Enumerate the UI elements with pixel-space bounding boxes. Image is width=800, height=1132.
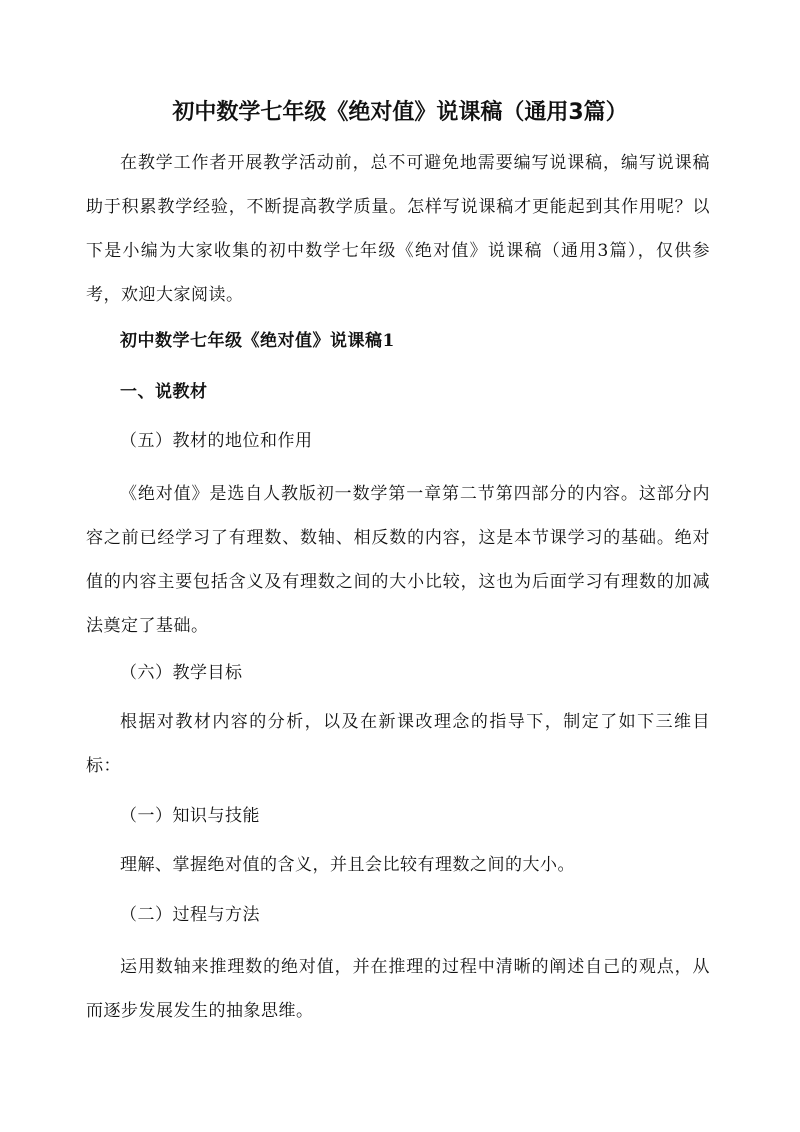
goal-two-heading: （二）过程与方法 <box>120 905 260 925</box>
goal-two-paragraph: 运用数轴来推理数的绝对值，并在推理的过程中清晰的阐述自己的观点，从而逐步发展发生的抽象思维。 <box>86 957 710 1021</box>
intro-paragraph: 在教学工作者开展教学活动前，总不可避免地需要编写说课稿，编写说课稿助于积累教学经验，不断提高教学质量。怎样写说课稿才更能起到其作用呢？以下是小编为大家收集的初中数学七年级《绝对值》说课稿（通用3篇），仅供参考，欢迎大家阅读。 <box>86 153 710 305</box>
item-five-paragraph: 《绝对值》是选自人教版初一数学第一章第二节第四部分的内容。这部分内容之前已经学习了有理数、数轴、相反数的内容，这是本节课学习的基础。绝对值的内容主要包括含义及有理数之间的大小比较，这也为后面学习有理数的加减法奠定了基础。 <box>86 484 710 636</box>
item-six-heading: （六）教学目标 <box>120 663 243 683</box>
section-title: 初中数学七年级《绝对值》说课稿1 <box>120 331 395 351</box>
item-five-heading: （五）教材的地位和作用 <box>120 431 313 451</box>
item-six-paragraph: 根据对教材内容的分析，以及在新课改理念的指导下，制定了如下三维目标： <box>86 712 710 776</box>
goal-one-paragraph: 理解、掌握绝对值的含义，并且会比较有理数之间的大小。 <box>120 855 575 875</box>
document-title: 初中数学七年级《绝对值》说课稿（通用3篇） <box>172 100 628 125</box>
goal-one-heading: （一）知识与技能 <box>120 806 260 826</box>
part-one-heading: 一、说教材 <box>120 382 208 402</box>
